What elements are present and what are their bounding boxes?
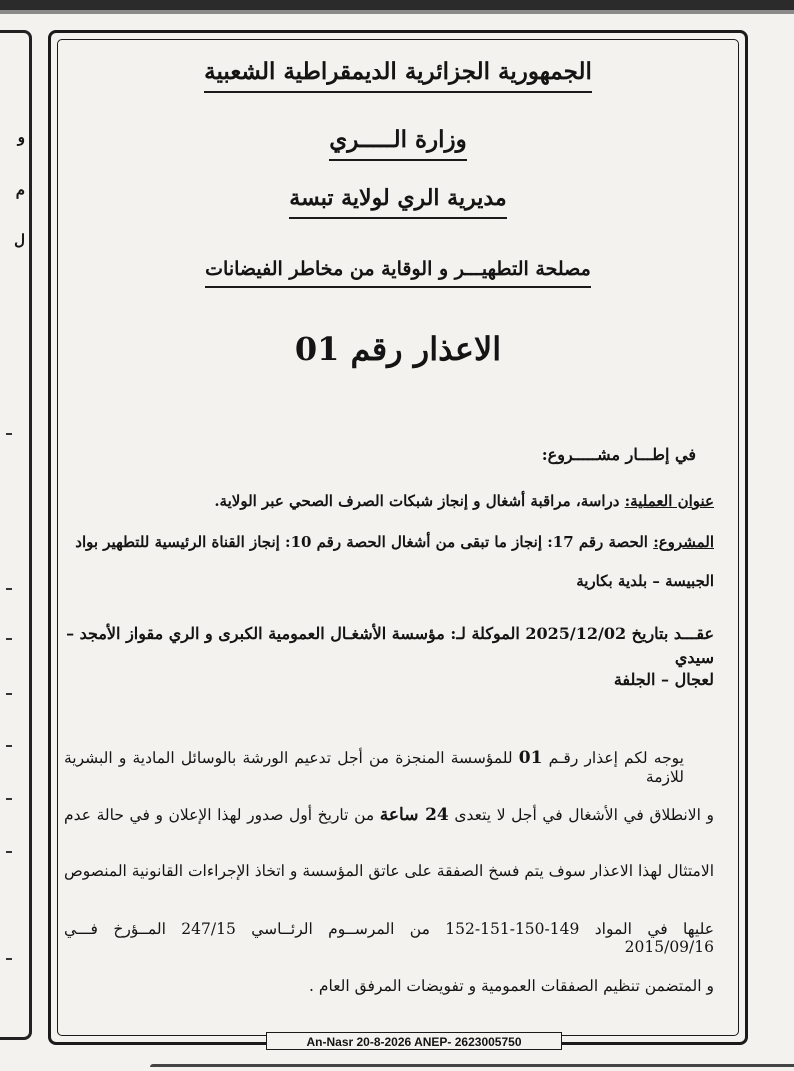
column-dash [6,638,12,640]
column-dash [6,798,12,800]
framework-line: في إطـــار مشـــــروع: [541,445,696,464]
deadline-hours: 24 ساعة [379,805,449,825]
project-line-continued: الجبيسة – بلدية بكارية [576,572,714,590]
body-paragraph-line: عليها في المواد 149-150-151-152 من المرســوم الرئــاسي 247/15 المــؤرخ فـــي 2015/09/16 [64,920,714,956]
body-paragraph-line: و الانطلاق في الأشغال في أجل لا يتعدى 24 ساعة من تاريخ أول صدور لهذا الإعلان و في حالة عدم [64,805,714,825]
notice-title: الاعذار رقم 01 [294,330,502,368]
project-text: الحصة رقم 17: إنجاز ما تبقى من أشغال الحصة رقم 10: إنجاز القناة الرئيسية للتطهير بواد [75,533,654,551]
project-line [64,531,714,554]
column-dash [6,745,12,747]
body-paragraph-line: الامتثال لهذا الاعذار سوف يتم فسخ الصفقة على عاتق المؤسسة و اتخاذ الإجراءات القانونية المنصوص [64,862,714,880]
column-fragment: ل [14,231,25,249]
column-fragment: و [17,128,25,146]
body-paragraph-line: و المتضمن تنظيم الصفقات العمومية و تفويضات المرفق العام . [309,977,714,995]
top-border-shade [0,10,794,14]
republic-heading: الجمهورية الجزائرية الديمقراطية الشعبية [64,58,732,93]
top-border-bar [0,0,794,10]
operation-text: دراسة، مراقبة أشغال و إنجاز شبكات الصرف الصحي عبر الولاية. [214,492,625,510]
ministry-heading: وزارة الـــــري [64,126,732,161]
operation-label: عنوان العملية: [624,492,714,510]
operation-line [64,490,714,513]
directorate-heading: مديرية الري لولاية تبسة [64,185,732,219]
notice-number: 01 [518,748,543,768]
bottom-border [150,1064,794,1067]
publication-reference: An-Nasr 20-8-2026 ANEP- 2623005750 [266,1032,562,1050]
column-dash [6,958,12,960]
project-label: المشروع: [653,533,714,551]
column-dash [6,588,12,590]
column-dash [6,693,12,695]
column-fragment: م [15,181,25,199]
service-heading: مصلحة التطهيـــر و الوقاية من مخاطر الفيضانات [64,258,732,288]
contract-line: عقـــد بتاريخ 2025/12/02 الموكلة لـ: مؤسسة الأشغـال العمومية الكبرى و الري مقواز الأمجد – سيدي [66,624,714,667]
contract-line-continued: لعجال – الجلفة [613,670,714,689]
column-dash [6,851,12,853]
column-dash [6,433,12,435]
body-paragraph-line: يوجه لكم إعذار رقـم 01 للمؤسسة المنجزة من أجل تدعيم الورشة بالوسائل المادية و البشرية للازمة [64,748,684,786]
neighboring-column [0,30,32,1040]
